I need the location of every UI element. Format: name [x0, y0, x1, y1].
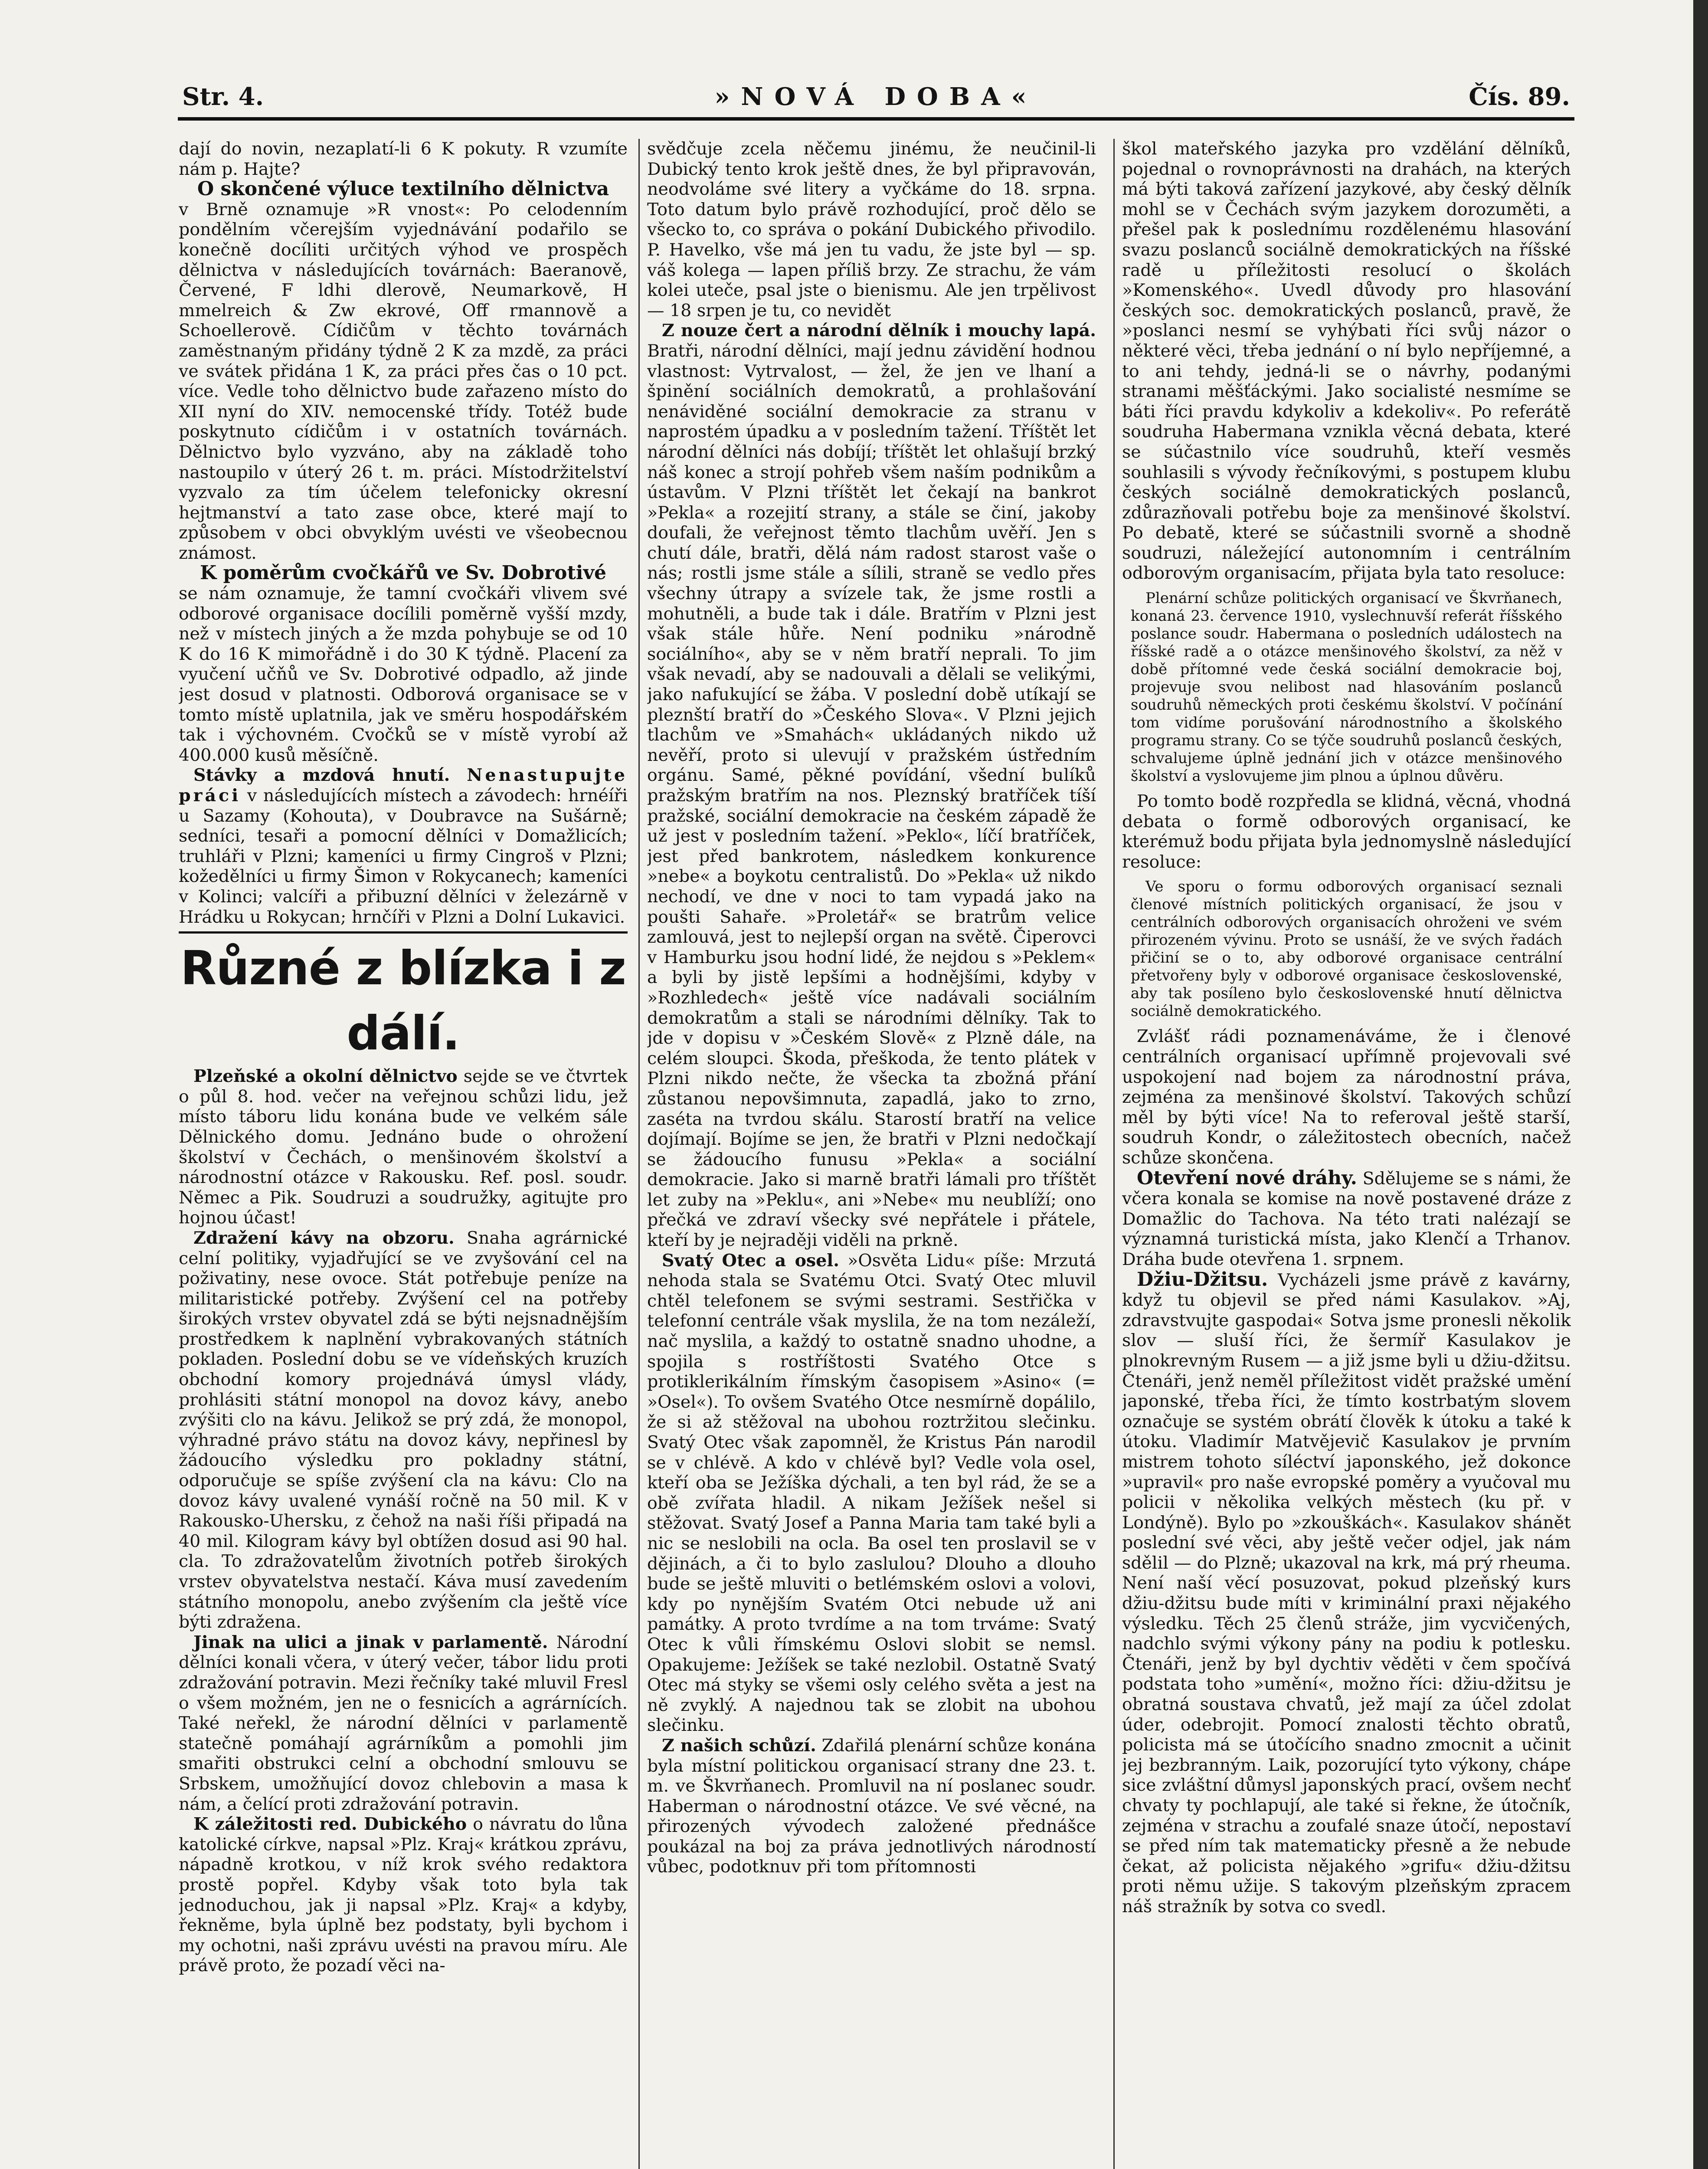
article-text: Po tomto bodě rozpředla se klidná, věcná, vhodná debata o formě odborových organisací, ke kterémuž bodu přijata byla jednomyslně následující resoluce: — [1122, 791, 1571, 872]
column-3 — [1122, 139, 1571, 2169]
article-continuation: dají do novin, nezaplatí-li 6 K pokuty. R vzumíte nám p. Hajte? — [179, 139, 628, 179]
article-heading: Svatý Otec a osel. — [662, 1250, 840, 1271]
article-text: »Osvěta Lidu« píše: Mrzutá nehoda stala se Svatému Otci. Svatý Otec mluvil chtěl telefonem se svými sestrami. Sestřička v telefonní centrále však myslila, že na tom nezáleží, nač myslila, a každý to ostatně snadno uhodne, a spojila s rostříštosti Svatého Otce s protiklerikálním římským časopisem »Asino« (= »Osel«). To ovšem Svatého Otce nesmírně dopálilo, že si až stěžoval na ubohou roztržitou slečinku. Svatý Otec však zapomněl, že Kristus Pán narodil se v chlévě. A kdo v chlévě byl? Vedle vola osel, kteří oba se Ježíška dýchali, a ten byl rád, že se a obě zvířata hladil. A nikam Ježíšek nešel si stěžovat. Svatý Josef a Panna Maria tam také byli a nic se neslobili na ocla. Ba osel ten proslavil se v dějinách, a či to bylo zaslulou? Dlouho a dlouho bude se ještě mluviti o betlémském oslovi a volovi, kdy po nynějším Svatém Otci nebude už ani památky. A proto tvrdíme a na tom trváme: Svatý Otec k vůli římskému Oslovi slobit se nemsl. Opakujeme: Ježíšek se také nezlobil. Ostatně Svatý Otec má styky se všemi osly celého světa a jest na ně zvyklý. A najednou tak se zlobit na ubohou slečinku. — [647, 1250, 1096, 1736]
column-rule — [638, 139, 640, 2169]
article-block — [647, 1251, 1096, 1736]
article-heading: Zdražení kávy na obzoru. — [193, 1228, 455, 1248]
article-block — [179, 1814, 628, 1976]
article-text: Zvlášť rádi poznamenáváme, že i členové centrálních organisací upřímně projevovali své uspokojení nad bojem za národnostní práva, zejména za menšinové školství. Takových schůzí měl by býti více! Na to referoval ještě starší, soudruh Kondr, o záležitostech obecních, načež schůze skončena. — [1122, 1026, 1571, 1168]
article-text: Snaha agrárnické celní politiky, vyjadřující se ve zvyšování cel na poživatiny, nese ovoce. Stát potřebuje peníze na militaristické potřeby. Zvýšení cel na potřeby širokých vrstev obyvatel zdá se býti nejsnadnějším prostředkem k naplnění vybrakovaných státních pokladen. Poslední dobu se ve vídeňských kruzích obchodní komory projednává úmysl vlády, prohlásiti státní monopol na dovoz kávy, anebo zvýšiti clo na kávu. Jelikož se prý zdá, že monopol, výhradné právo státu na dovoz kávy, nepřinesl by žádoucího výsledku pro pokladny státní, odporučuje se spíše zvýšení cla na kávu: Clo na dovoz kávy uvalené vynáší ročně na 50 mil. K v Rakousko-Uhersku, z čehož na naši říši připadá na 40 mil. Kilogram kávy byl obtížen dosud asi 90 hal. cla. To zdražovatelům životních potřeb širokých vrstev obyvatelstva nestačí. Káva musí zavedením státního monopolu, anebo zvýšením cla ještě více býti zdražena. — [179, 1228, 628, 1632]
article-heading: Z našich schůzí. — [662, 1735, 816, 1756]
article-block — [1122, 1168, 1571, 1270]
resolution-paragraph: Ve sporu o formu odborových organisací seznali členové místních politických organisací, že jsou v centrálních odborových organisacích ohroženi ve svém přirozeném vývinu. Proto se usnáší, že ve svých řadách přičiní se o to, aby odborové organisace centrální přetvořeny byly v odborové organisace československé, aby tak posíleno bylo československé hnutí dělnictva sociálně demokratického. — [1131, 878, 1562, 1020]
article-heading: Stávky a mzdová hnutí. — [193, 765, 450, 786]
column-2 — [647, 139, 1096, 2169]
article-text: o návratu do lůna katolické církve, napsal »Plz. Kraj« krátkou zprávu, nápadně krotkou, v níž krok svého redaktora prostě popřel. Kdyby však toto byla tak jednoduchou, jak ji napsal »Plz. Kraj« a kdyby, řekněme, byla úplně bez podstaty, byli bychom i my ochotni, naši zprávu uvésti na pravou míru. Ale právě proto, že pozadí věci na- — [179, 1814, 628, 1976]
article-text: sejde se ve čtvrtek o půl 8. hod. večer na veřejnou schůzi lidu, jež místo táboru lidu konána bude ve velkém sále Dělnického domu. Jednáno bude o ohrožení školství v Čechách, o menšinovém školství a národnostní otázce v Rakousku. Ref. posl. soudr. Němec a Pik. Soudruzi a soudružky, agitujte pro hojnou účast! — [179, 1066, 628, 1228]
resolution-paragraph: Plenární schůze politických organisací ve Škvrňanech, konaná 23. července 1910, vyslechnuvší referát říšského poslance soudr. Habermana o posledních událostech na říšské radě a o otázce menšinového školství, za něž v době přítomné vede česká sociální demokracie boj, projevuje svou nelibost nad hlasováním poslanců soudruhů německých proti českému školství. V počínání tom vidíme porušování národnostního a školského programu strany. Co se týče soudruhů poslanců českých, schvalujeme úplně jednání jich v otázce menšinového školství a vyslovujeme jim plnou a úplnou důvěru. — [1131, 590, 1562, 785]
article-text: Vycházeli jsme právě z kavárny, když tu objevil se před námi Kasulakov. »Aj, zdravstvujte gaspodai« Sotva jsme pronesli několik slov — sluší říci, že šermíř Kasulakov je plnokrevným Rusem — a již jsme byli u džiu-džitsu. Čtenáři, jenž neměl příležitost vidět pražské umění japonské, třeba říci, že tímto kostrbatým slovem označuje se systém obrátí člověk k útoku a také k útoku. Vladimír Matvějevič Kasulakov je prvním mistrem tohoto síléctví japonského, jež dokonce »upravil« pro naše evropské poměry a vyučoval mu policii v několika velkých městech (ku př. v Londýně). Bylo po »zkouškách«. Kasulakov shánět poslední své věci, aby ještě večer odjel, jak nám sdělil — do Plzně; ukazoval na krk, má prý rheuma. Není naší věcí posuzovat, pokud plzeňský kurs džiu-džitsu bude míti v kriminální praxi nějakého výsledku. Těch 25 členů stráže, jim vycvičených, nadchlo svými výkony pány na podiu k potlesku. Čtenáři, jenž by byl dychtiv věděti v čem spočívá podstata toho »umění«, možno říci: džiu-džitsu je obratná soustava chvatů, jež mají za účel zdolat úder, odebrojit. Pomocí znalosti těchto obratů, policista má se útočícího snadno zmocnit a učinit jej bezbranným. Laik, pozorující tyto výkony, chápe sice zvláštní důmysl japonských prací, ovšem nechť chvaty ty pochlapují, ale také si řekne, že útočník, zejména v strachu a zoufalé snaze útočí, nepostaví se před ním tak matematicky přesně a že nebude čekat, až policista nějakého »grifu« džiu-džitsu proti němu užije. S takovým plzeňským zpracem náš stražník by sotva co svedl. — [1122, 1270, 1571, 1917]
article-block — [179, 1228, 628, 1632]
article-block — [179, 1632, 628, 1814]
article-text: Národní dělníci konali včera, v úterý večer, tábor lidu proti zdražování potravin. Mezi řečníky také mluvil Fresl o všem možném, jen ne o fesnicích a agrárnících. Také neřekl, že národní dělníci v parlamentě statečně pomáhají agrárníkům a pomohli jim smařiti obstrukci celní a obchodní smlouvu se Srbskem, umožňující dovoz chlebovin a masa k nám, a čelící proti zdražování potravin. — [179, 1632, 628, 1814]
article-heading: K záležitosti red. Dubického — [193, 1814, 467, 1835]
section-title: Různé z blízka i z dálí. — [179, 931, 628, 1066]
article-heading: Otevření nové dráhy. — [1137, 1166, 1357, 1189]
article-heading: Plzeňské a okolní dělnictvo — [193, 1066, 458, 1087]
emphasis: práci — [179, 786, 241, 806]
article-block — [179, 765, 628, 927]
article-text: v Brně oznamuje »R vnost«: Po celodenním pondělním včerejším vyjednávání podařilo se konečně docíliti určitých výhod ve prospěch dělnictva v následujících továrnách: Baeranově, Červené, F ldhi dlerově, Neumarkově, H mmelreich & Zw ekrové, Off rmannově a Schoellerově. Cídičům v těchto továrnách zaměstnaným přidány týdně 2 K za mzdě, za práci ve svátek přidána 1 K, za práci přes čas o 10 pct. více. Vedle toho dělnictvo bude zařazeno místo do XII nyní do XIV. nemocenské třídy. Totéž bude poskytnuto cídičům i v ostatních továrnách. Dělnictvo bylo vyzváno, aby na základě toho nastoupilo v úterý 26 t. m. práci. Místodržitelství vyzvalo za tím účelem telefonicky okresní hejtmanství a tato zase obce, které mají to způsobem v obci obvyklým uvésti ve všeobecnou známost. — [179, 199, 628, 563]
article-text: v následujících místech a závodech: hrnéíři u Sazamy (Kohouta), v Doubravce na Sušárně; sedníci, tesaři a pomocní dělníci v Domažlicích; truhláři v Plzni; kameníci u firmy Cingroš v Plzni; kožedělníci u firmy Šimon v Rokycanech; kameníci v Kolinci; valcíři a přibuzní dělníci v železárně v Hrádku u Rokycan; hrnčíři v Plzni a Dolní Lukavici. — [179, 786, 628, 927]
article-continuation: škol mateřského jazyka pro vzdělání dělníků, pojednal o rovnoprávnosti na drahách, na kterých má býti taková zařízení jazykové, aby český dělník mohl se v Čechách svým jazykem dorozuměti, a přešel pak k poslednímu rozdělenému hlasování svazu poslanců sociálně demokratických na říšské radě u příležitosti resolucí o školách »Komenského«. Uvedl důvody pro hlasování českých soc. demokratických poslanců, pravě, že »poslanci nesmí se vyhýbati říci svůj názor o některé věci, třeba jednání o ní bylo nepříjemné, a to ani tehdy, jedná-li se o návrhy, podanými stranami měšťáckými. Jako socialisté nesmíme se báti říci pravdu kdykoliv a kdekoliv«. Po referátě soudruha Habermana vznikla věcná debata, které se súčastnilo více soudruhů, kteří vesměs souhlasili s vývody řečníkovými, s postupem klubu českých sociálně demokratických poslanců, zdůrazňovali potřebu boje za menšinové školství. Po debatě, které se súčastnili svorně a shodně soudruzi, náležející autonomním i centrálním odborovým organisacím, přijata byla tato resoluce: — [1122, 139, 1571, 583]
resolution-text — [1131, 590, 1562, 785]
article-block — [179, 1066, 628, 1228]
article-heading: Džiu-Džitsu. — [1137, 1268, 1268, 1291]
article-block — [647, 321, 1096, 1250]
article-heading: Jinak na ulici a jinak v parlamentě. — [193, 1632, 548, 1652]
article-continuation: svědčuje zcela něčemu jinému, že neučinil-li Dubický tento krok ještě dnes, že byl připravován, neodvoláme své litery a vyčkáme do 18. srpna. Toto datum bylo právě rozhodující, proč dělo se všecko to, co správa o pokání Dubického přivodilo. P. Havelko, vše má jen tu vadu, že jste byl — sp. váš kolega — lapen příliš brzy. Ze strachu, že vám kolei uteče, psal jste o bienismu. Ale jen trpělivost — 18 srpen je tu, co nevidět — [647, 139, 1096, 321]
article-text: se nám oznamuje, že tamní cvočkáři vlivem své odborové organisace docílili poměrně vyšší mzdy, než v místech jiných a že mzda pohybuje se od 10 K do 16 K mimořádně i do 30 K týdně. Placení za vyučení učňů ve Sv. Dobrotivé odpadlo, až jinde jest dosud v platnosti. Odborová organisace se v tomto místě uplatnila, jak ve směru hospodářském tak i výchovném. Cvočků se v místě vyrobí až 400.000 kusů měsíčně. — [179, 583, 628, 765]
article-heading: K poměrům cvočkářů ve Sv. Dobrotivé — [200, 562, 607, 584]
column-rule — [1113, 139, 1115, 2169]
article-text: Zdařilá plenární schůze konána byla místní politickou organisací strany dne 23. t. m. ve Škvrňanech. Promluvil na ní poslanec soudr. Haberman o národnostní otázce. Ve své věcné, na přirozených vývodech založené přednášce poukázal na boj za práva jednotlivých národností vůbec, podotknuv při tom přítomnosti — [647, 1735, 1096, 1877]
article-block — [1122, 1270, 1571, 1917]
page-header — [178, 82, 1574, 121]
article-heading: Z nouze čert a národní dělník i mouchy lapá. — [662, 321, 1096, 341]
column-1 — [179, 139, 628, 2169]
article-text: Bratři, národní dělníci, mají jednu závidění hodnou vlastnost: Vytrvalost, — žel, že jen ve lhaní a špinění sociálních demokratů, a prohlašování nenáviděné sociální demokracie za stranu v naprostém úpadku a v posledním tažení. Tříštět let národní dělníci nás dobíjí; tříštět let ohlašují brzký náš konec a strojí pohřeb všem naším podnikům a ústavům. V Plzni tříštět let čekají na bankrot »Pekla« a rozejití strany, a stále se činí, jakoby doufali, že veřejnost těmto tlachům uvěří. Jen s chutí dále, bratři, dělá nám radost starost vaše o nás; rostli jsme stále a sílili, straně se vedlo přes všechny útrapy a svízele tak, že jsme rostli a mohutněli, a bude tak i dále. Bratřím v Plzni jest však stále hůře. Není podniku »národně sociálního«, aby se v něm bratří neprali. To jim však nevadí, aby se nadouvali a dělali se velikými, jako nafukující se žába. V poslední době utíkají se pleznští bratří do »Českého Slova«. V Plzni jejich tlachům ve »Smahách« ukládaných nikdo už nevěří, proto si ulevují v pražském ústředním orgánu. Samé, pěkné povídání, všední bulíků pražským bratřím na nos. Pleznský bratříček tíší pražské, sociální demokracie na českém západě že už jest v posledním tažení. »Peklo«, líčí bratříček, jest před bankrotem, následkem konkurence »nebe« a boykotu centralistů. Do »Pekla« už nikdo nechodí, ve dne v noci to tam vypadá jako na poušti Sahaře. »Proletář« se bratrům velice zamlouvá, jest to nejlepší organ na světě. Čiperovci v Hamburku jsou hodní lidé, že nejdou s »Peklem« a byli by jistě lepšími a hodnějšími, kdyby v »Rozhledech« ještě více nadávali sociálním demokratům a stali se národními dělníky. Tak to jde v dopisu v »Českém Slově« z Plzně dále, na celém sloupci. Škoda, přeškoda, že tento plátek v Plzni nikdo nečte, že všecka ta zbožná přání zůstanou nepovšimnuta, zapadlá, jako to zrno, zaséta na tvrdou skálu. Starostí bratří na velice dojímají. Bojíme se jen, že bratři v Plzni nedočkají se žádoucího funusu »Pekla« a sociální demokracie. Jako si marně bratři lámali pro tříštět let zuby na »Peklu«, ani »Nebe« mu neublíží; ono přečká ve zdraví všecky své nepřátele i přátele, kteří by je nejraději viděli na prkně. — [647, 341, 1096, 1251]
article-block — [647, 1736, 1096, 1877]
emphasis: Nenastupujte — [467, 765, 628, 786]
masthead-title: »NOVÁ DOBA« — [714, 82, 1038, 111]
resolution-text — [1131, 878, 1562, 1020]
article-text: Sdělujeme se s námi, že včera konala se komise na nově postavené dráze z Domažlic do Tachova. Na této trati nalézají se významná turistická místa, jako Klenčí a Trhanov. Dráha bude otevřena 1. srpnem. — [1122, 1168, 1571, 1269]
article-heading: O skončené výluce textilního dělnictva — [197, 178, 609, 200]
issue-number: Čís. 89. — [1469, 82, 1570, 111]
page-number: Str. 4. — [182, 82, 264, 111]
